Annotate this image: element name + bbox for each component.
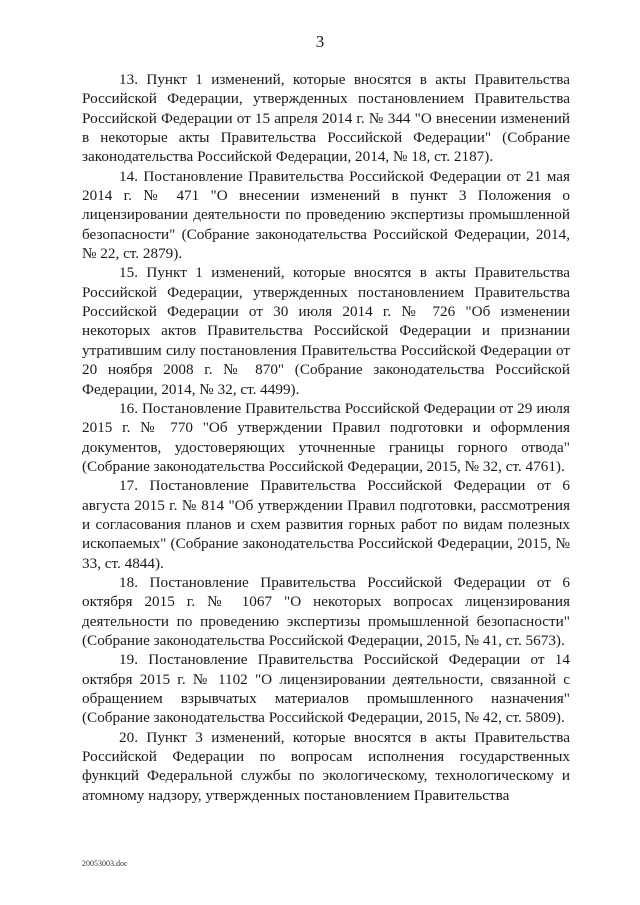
- list-item-19: 19. Постановление Правительства Российской Федерации от 14 октября 2015 г. № 1102 "О лицензировании деятельности, связанной с обращением взрывчатых материалов промышленного назначения" (Собрание законодательства Российской Федерации, 2015, № 42, ст. 5809).: [82, 651, 570, 727]
- footer-filename: 20053003.doc: [82, 859, 128, 868]
- list-item-16: 16. Постановление Правительства Российской Федерации от 29 июля 2015 г. № 770 "Об утверждении Правил подготовки и оформления документов, удостоверяющих уточненные границы горного отвода" (Собрание законодательства Российской Федерации, 2015, № 32, ст. 4761).: [82, 399, 570, 475]
- list-item-17: 17. Постановление Правительства Российской Федерации от 6 августа 2015 г. № 814 "Об утверждении Правил подготовки, рассмотрения и согласования планов и схем развития горных работ по видам полезных ископаемых" (Собрание законодательства Российской Федерации, 2015, № 33, ст. 4844).: [82, 477, 570, 572]
- document-body: [82, 70, 570, 805]
- list-item-15: 15. Пункт 1 изменений, которые вносятся в акты Правительства Российской Федерации, утвержденных постановлением Правительства Российской Федерации от 30 июля 2014 г. № 726 "Об изменении некоторых актов Правительства Российской Федерации и признании утратившим силу постановления Правительства Российской Федерации от 20 ноября 2008 г. № 870" (Собрание законодательства Российской Федерации, 2014, № 32, ст. 4499).: [82, 264, 570, 398]
- page-number: 3: [315, 32, 325, 51]
- list-item-14: 14. Постановление Правительства Российской Федерации от 21 мая 2014 г. № 471 "О внесении изменений в пункт 3 Положения о лицензировании деятельности по проведению экспертизы промышленной безопасности" (Собрание законодательства Российской Федерации, 2014, № 22, ст. 2879).: [82, 167, 570, 263]
- list-item-13: 13. Пункт 1 изменений, которые вносятся в акты Правительства Российской Федерации, утвержденных постановлением Правительства Российской Федерации от 15 апреля 2014 г. № 344 "О внесении изменений в некоторые акты Правительства Российской Федерации" (Собрание законодательства Российской Федерации, 2014, № 18, ст. 2187).: [82, 71, 570, 166]
- list-item-20: 20. Пункт 3 изменений, которые вносятся в акты Правительства Российской Федерации по вопросам исполнения государственных функций Федеральной службы по экологическому, технологическому и атомному надзору, утвержденных постановлением Правительства: [82, 728, 570, 804]
- list-item-18: 18. Постановление Правительства Российской Федерации от 6 октября 2015 г. № 1067 "О некоторых вопросах лицензирования деятельности по проведению экспертизы промышленной безопасности" (Собрание законодательства Российской Федерации, 2015, № 41, ст. 5673).: [82, 573, 570, 649]
